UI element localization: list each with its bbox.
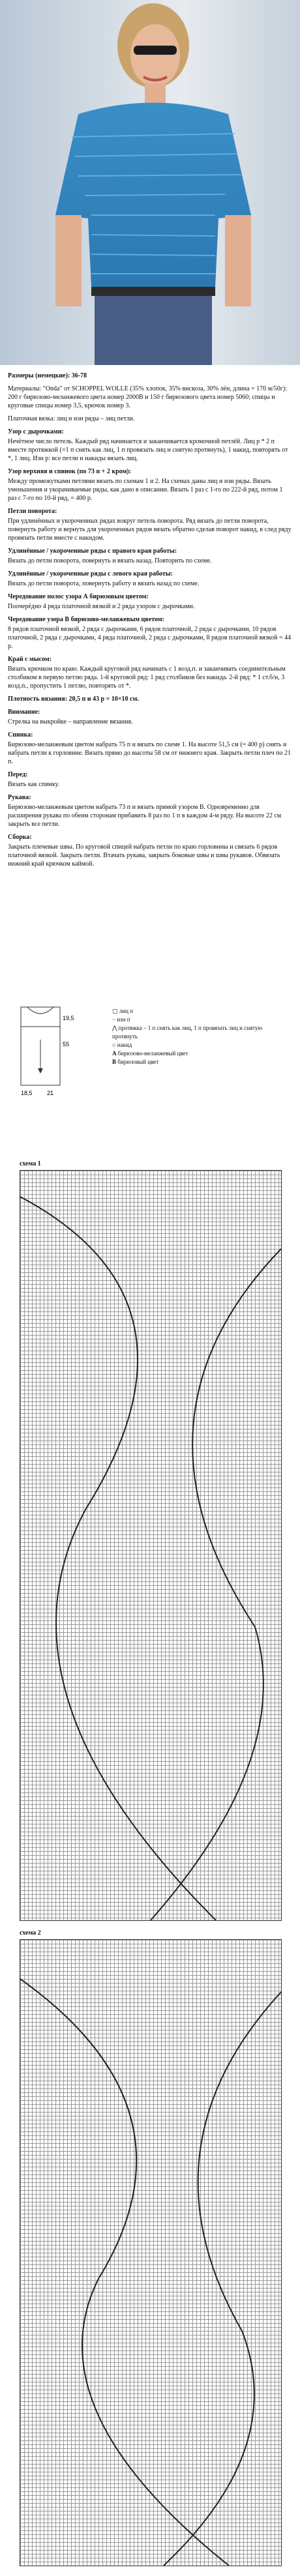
edge-title: Край с мысом: xyxy=(8,656,52,663)
front-text: Вязать как спинку. xyxy=(8,781,60,788)
schema-1-grid xyxy=(20,1170,282,1921)
short-rows-title: Петли поворота: xyxy=(8,508,57,515)
woman-in-blue-sweater-photo xyxy=(0,0,300,365)
dec-right-text: Вязать до петли поворота, повернуть и вязать назад. Повторить по схеме. xyxy=(8,557,212,564)
sleeves-title: Рукава: xyxy=(8,794,31,801)
diagram-label-1: 55 xyxy=(63,1041,70,1047)
sleeves-text: Бирюзово-меланжевым цветом набрать 73 п и вязать прямой узором В. Одновременно для расширения рукава по обеим сторонам прибавить 8 раз по 1 п в каждом 4-м ряду. На высоте 22 см закрыть все петли. xyxy=(8,804,282,828)
schema-2-label: схема 2 xyxy=(20,1929,41,1937)
materials-text: Материалы: "Onda" от SCHOPPEL WOLLE (35% хлопок, 35% вискоза, 30% лён, длина = 170 м/50г): 200 г бирюзово-меланжевого цвета номер 2000В и 150 г бирюзового цвета номер 5060; спицы и круговые спицы номер 3,5, крючок номер 3. xyxy=(8,385,287,409)
schema-2-shaping-lines xyxy=(20,1940,281,2566)
pattern-b-title: Узор верхняя и спинок (по 73 п + 2 кром): xyxy=(8,468,131,475)
pattern-a-text: Нечётное число петель. Каждый ряд начинается и заканчивается кромочной петлёй. Лиц р * 2 п вместе протяжкой (=1 п снять как лиц, 1 п провязать лиц и снятую протянуть), 1 накид, повторять от *, 1 лиц. Изн р: все петли и накиды вязать лиц. xyxy=(8,438,288,462)
front-title: Перед: xyxy=(8,771,28,778)
back-title: Спинка: xyxy=(8,731,33,739)
assembly-title: Сборка: xyxy=(8,834,32,841)
instructions-text xyxy=(8,372,292,873)
pattern-a-title: Узор с дырочками: xyxy=(8,428,64,435)
dec-right-title: Удлинённые / укороченные ряды с правого края работы: xyxy=(8,548,177,555)
note-text: Стрелка на выкройке – направление вязания. xyxy=(8,718,133,725)
legend-item-decrease: ⋀ протяжка – 1 п снять как лиц, 1 п провязать лиц и снятую протянуть xyxy=(112,1025,263,1040)
legend-item-yo: ○ накид xyxy=(112,1042,132,1048)
schema-1-shaping-lines xyxy=(20,1171,281,1920)
assembly-text: Закрыть плечевые швы. По круговой спицей набрать петли по краю горловины и связать 6 рядов платочной вязкой. Закрыть петли. Втачать рукава, закрыть боковые швы и швы рукавов. Обвязать нижний край крючком каймой. xyxy=(8,843,280,868)
diagram-label-3: 18,5 xyxy=(21,1090,33,1096)
legend-item-color-b: B бирюзовый цвет xyxy=(112,1059,159,1065)
pattern-outline-diagram xyxy=(8,1001,106,1118)
photo-illustration xyxy=(0,0,300,365)
diagram-label-4: 21 xyxy=(47,1090,54,1096)
legend-item-color-a: A бирюзово-меланжевый цвет xyxy=(112,1050,188,1057)
pattern-b-text: Между промежутками петлями вязать по схемам 1 и 2. На схемах даны лиц и изн ряды. Вязать уменьшения и укорачиваемые ряды, как дано в описании. Вязать 1 раз с 1-го по 222-й ряд, потом 1 раз с 7-го по 10-й ряд, = 400 р. xyxy=(8,478,283,502)
pattern-legend xyxy=(8,1001,292,1157)
size-label: Размеры (немецкие): 36-78 xyxy=(8,372,87,379)
note-title: Внимание: xyxy=(8,709,40,716)
stripe-a-text: Поочерёдно 4 ряда платочной вязкой и 2 ряда узором с дырочками. xyxy=(8,603,195,610)
schema-1-label: схема 1 xyxy=(20,1160,41,1167)
dec-left-text: Вязать до петли поворота, повернуть работу и вязать назад по схеме. xyxy=(8,580,200,587)
schema-2-grid xyxy=(20,1939,282,2566)
stripe-b-text: 8 рядов платочной вязкой, 2 ряда с дырочками, 6 рядов платочной, 2 ряда с дырочками, 10 рядов платочной, 2 ряда с дырочками, 4 ряда платочной, 2 ряда с дырочками, 8 рядов платочной вязкой = 44 р. xyxy=(8,626,292,650)
dec-left-title: Удлинённые / укороченные ряды с левого края работы: xyxy=(8,570,173,578)
edge-text: Вязать крючком по краю. Каждый круговой ряд начинать с 1 возд.п. и заканчивать соединительным столбиком в первую петлю ряда. 1-й круговой ряд: 1 ряд столбиков без накида. 2-й ряд: * 1 ст.б/н, 3 возд.п., пропустить 1 петлю, повторять от *. xyxy=(8,666,286,690)
diagram-label-2: 19,5 xyxy=(63,1015,74,1021)
plain-stitch-text: Платочная вязка: лиц и изн ряды – лиц петли. xyxy=(8,415,135,422)
legend-item-purl: − изн п xyxy=(112,1016,130,1023)
short-rows-text: При удлинённых и укороченных рядах вокруг петель поворота. Ряд вязать до петли поворота, повернуть работу и вернуть для укороченных рядов вязать обратно сделав поворот накид, в след ряду провязать петли вместе с накидом. xyxy=(8,518,292,542)
stripe-a-title: Чередование полос узора А бирюзовым цветом: xyxy=(8,593,149,600)
density-label: Плотность вязания: 20,5 п и 43 р = 10×10 см. xyxy=(8,695,139,703)
legend-item-knit: ▢ лиц п xyxy=(112,1008,133,1014)
back-text: Бирюзово-меланжевым цветом набрать 75 п и вязать по схеме 1. На высоте 51,5 см (= 400 р) снять и набрать петли к горловине. Вязать прямо до высоты 58 см от нижнего края. Закрыть петли плеч по 21 п. xyxy=(8,741,291,765)
stripe-b-title: Чередование узора В бирюзово-меланжевым цветом: xyxy=(8,616,164,623)
